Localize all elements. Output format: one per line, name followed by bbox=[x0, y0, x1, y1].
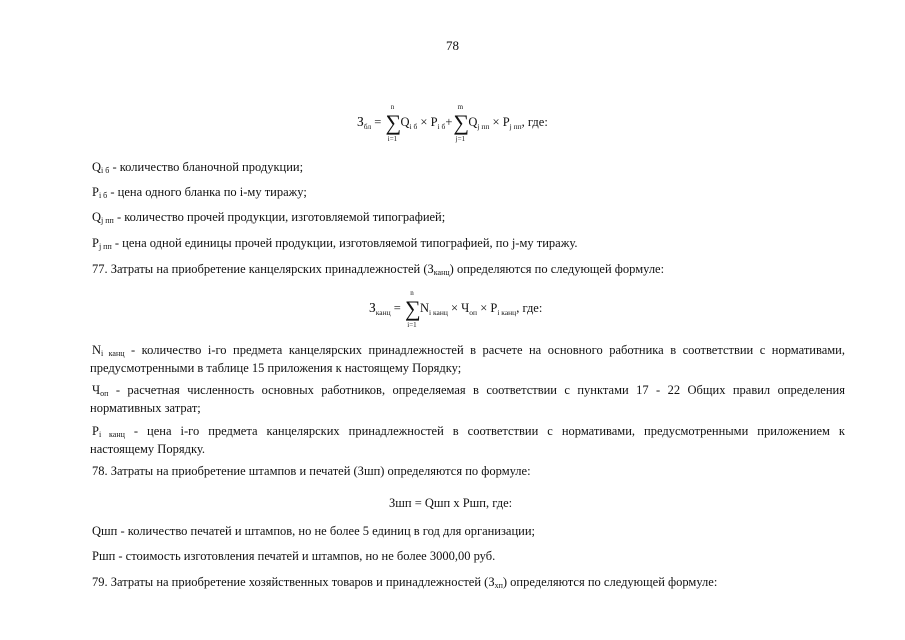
definition-n-stationery: Ni канц - количество i-го предмета канцелярских принадлежностей в расчете на основного работника в соответствии с нормативами, предусмотренными в таблице 15 приложения к настоящему Порядку; bbox=[90, 343, 845, 375]
paragraph-78: 78. Затраты на приобретение штампов и печатей (Зшп) определяются по формуле: bbox=[92, 464, 531, 478]
formula-stamps-cost: Зшп = Qшп х Ршп, где: bbox=[389, 496, 513, 510]
definition-q-blank: Qi б - количество бланочной продукции; bbox=[92, 160, 304, 175]
page-number: 78 bbox=[446, 38, 459, 53]
paragraph-77: 77. Затраты на приобретение канцелярских принадлежностей (Зканц) определяются по следующей формуле: bbox=[92, 262, 665, 277]
definition-r-stamps: Ршп - стоимость изготовления печатей и штампов, но не более 3000,00 руб. bbox=[92, 549, 496, 563]
formula-lhs: З bbox=[357, 113, 364, 129]
equals-sign: = bbox=[393, 300, 401, 315]
formula-blank-cost: $З_{бл}$ = n ∑ i=1 $Q_{i б} \times P_{i б}+$ m ∑ j=1 $Q_{j пп} \times P_{j пп}$, где: bbox=[357, 103, 548, 143]
equals-sign: = bbox=[374, 114, 382, 129]
sum-symbol: n ∑ i=1 bbox=[404, 289, 421, 329]
definition-q-other: Qj пп - количество прочей продукции, изготовляемой типографией; bbox=[92, 210, 446, 225]
definition-p-other: Pj пп - цена одной единицы прочей продукции, изготовляемой типографией, по j-му тиражу. bbox=[92, 236, 578, 251]
definition-p-blank: Pi б - цена одного бланка по i-му тиражу; bbox=[92, 185, 307, 200]
paragraph-79: 79. Затраты на приобретение хозяйственных товаров и принадлежностей (Зхп) определяются по следующей формуле: bbox=[92, 575, 718, 590]
formula-stationery-cost: $З_{канц}$ = n ∑ i=1 $N_{i канц} \times Ч_{оп} \times P_{i канц}$, где: bbox=[369, 289, 543, 329]
definition-q-stamps: Qшп - количество печатей и штампов, но не более 5 единиц в год для организации; bbox=[92, 524, 536, 538]
formula-lhs-sub: бл bbox=[363, 121, 372, 131]
definition-p-stationery: Pi канц - цена i-го предмета канцелярских принадлежностей в соответствии с нормативами, предусмотренными приложением к настоящему Порядку. bbox=[90, 424, 845, 456]
sum-symbol: m ∑ j=1 bbox=[453, 103, 470, 143]
definition-ch-staff: Чоп - расчетная численность основных работников, определяемая в соответствии с пунктами 17 - 22 Общих правил определения нормативных затрат; bbox=[90, 383, 845, 415]
sum-symbol: n ∑ i=1 bbox=[385, 103, 402, 143]
